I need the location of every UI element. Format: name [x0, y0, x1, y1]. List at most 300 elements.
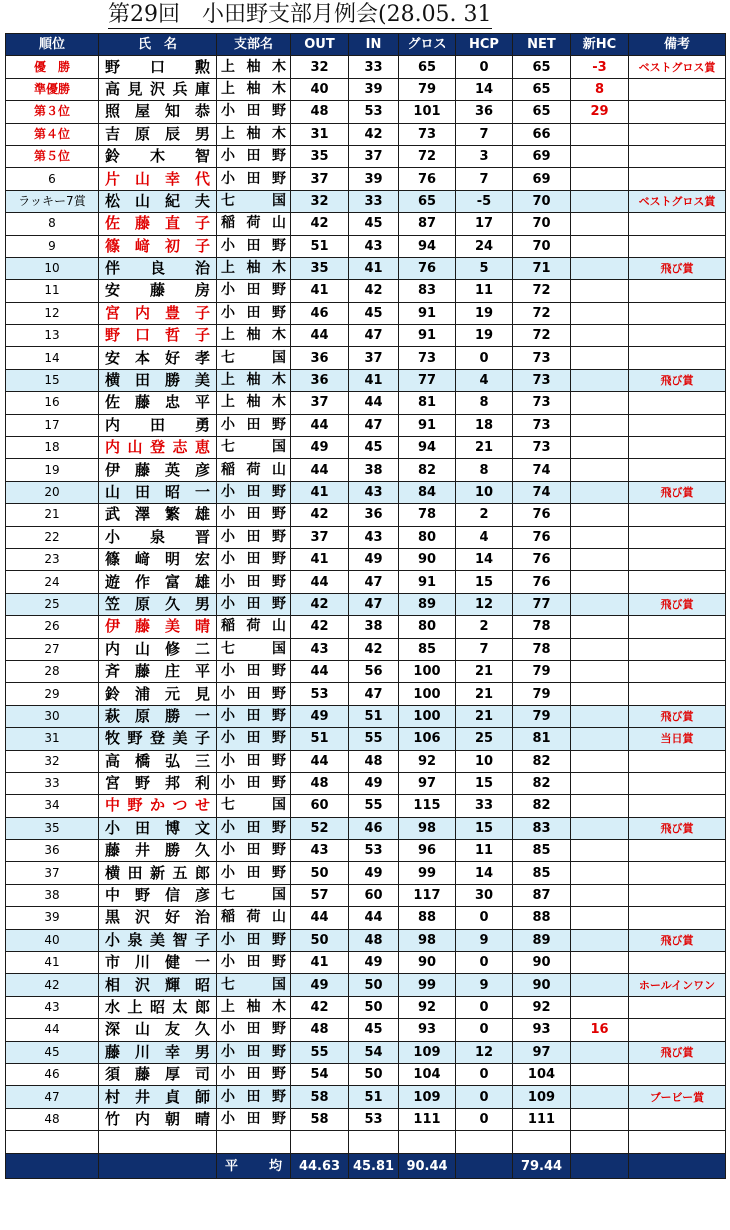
rank-cell: 48	[6, 1108, 99, 1130]
player-name: 村井貞師	[99, 1086, 217, 1108]
gross-score: 91	[399, 325, 456, 347]
handicap: 5	[456, 257, 513, 279]
award-note	[629, 996, 726, 1018]
new-handicap	[571, 1086, 629, 1108]
in-score: 53	[349, 840, 399, 862]
rank-cell: 22	[6, 526, 99, 548]
net-score: 88	[513, 907, 571, 929]
average-blank	[571, 1154, 629, 1179]
new-handicap	[571, 123, 629, 145]
gross-score: 92	[399, 996, 456, 1018]
out-score: 36	[291, 347, 349, 369]
out-score: 48	[291, 772, 349, 794]
new-handicap	[571, 1108, 629, 1130]
net-score: 72	[513, 325, 571, 347]
rank-cell: 46	[6, 1063, 99, 1085]
table-row	[6, 280, 726, 302]
handicap: 15	[456, 571, 513, 593]
net-score: 85	[513, 840, 571, 862]
gross-score: 100	[399, 683, 456, 705]
in-score: 56	[349, 660, 399, 682]
rank-cell: 10	[6, 257, 99, 279]
handicap: 8	[456, 392, 513, 414]
new-handicap	[571, 168, 629, 190]
in-score: 41	[349, 257, 399, 279]
out-score: 52	[291, 817, 349, 839]
average-blank	[629, 1154, 726, 1179]
net-score: 78	[513, 638, 571, 660]
handicap: 0	[456, 1019, 513, 1041]
in-score: 50	[349, 1063, 399, 1085]
new-handicap	[571, 907, 629, 929]
rank-cell: 40	[6, 929, 99, 951]
table-row	[6, 907, 726, 929]
table-row	[6, 1063, 726, 1085]
new-handicap	[571, 817, 629, 839]
out-score: 41	[291, 952, 349, 974]
out-score: 46	[291, 302, 349, 324]
rank-cell: 17	[6, 414, 99, 436]
table-row	[6, 840, 726, 862]
branch-name: 七国	[217, 884, 291, 906]
table-row	[6, 481, 726, 503]
new-handicap	[571, 459, 629, 481]
award-note: ホールインワン	[629, 974, 726, 996]
gross-score: 72	[399, 145, 456, 167]
in-score: 47	[349, 325, 399, 347]
in-score: 54	[349, 1041, 399, 1063]
rank-cell: 37	[6, 862, 99, 884]
table-row	[6, 459, 726, 481]
player-name: 野口勲	[99, 56, 217, 78]
gross-score: 78	[399, 504, 456, 526]
net-score: 90	[513, 974, 571, 996]
in-score: 39	[349, 78, 399, 100]
branch-name: 稲荷山	[217, 616, 291, 638]
handicap: 8	[456, 459, 513, 481]
award-note	[629, 280, 726, 302]
rank-cell: 12	[6, 302, 99, 324]
player-name: 藤井勝久	[99, 840, 217, 862]
player-name: 小泉晋	[99, 526, 217, 548]
empty-cell	[217, 1131, 291, 1154]
branch-name: 小田野	[217, 683, 291, 705]
award-note	[629, 884, 726, 906]
award-note	[629, 907, 726, 929]
award-note: ベストグロス賞	[629, 190, 726, 212]
in-score: 39	[349, 168, 399, 190]
player-name: 竹内朝晴	[99, 1108, 217, 1130]
net-score: 69	[513, 145, 571, 167]
in-score: 37	[349, 145, 399, 167]
in-score: 38	[349, 459, 399, 481]
gross-score: 90	[399, 548, 456, 570]
average-hcp	[456, 1154, 513, 1179]
out-score: 37	[291, 168, 349, 190]
player-name: 中野かつせ	[99, 795, 217, 817]
player-name: 深山友久	[99, 1019, 217, 1041]
net-score: 73	[513, 437, 571, 459]
net-score: 76	[513, 571, 571, 593]
branch-name: 小田野	[217, 526, 291, 548]
net-score: 82	[513, 772, 571, 794]
gross-score: 77	[399, 369, 456, 391]
table-row	[6, 168, 726, 190]
new-handicap	[571, 1041, 629, 1063]
net-score: 74	[513, 459, 571, 481]
branch-name: 稲荷山	[217, 213, 291, 235]
player-name: 内田勇	[99, 414, 217, 436]
rank-cell: 20	[6, 481, 99, 503]
branch-name: 上柚木	[217, 56, 291, 78]
branch-name: 小田野	[217, 1063, 291, 1085]
new-handicap	[571, 683, 629, 705]
table-row	[6, 817, 726, 839]
gross-score: 98	[399, 929, 456, 951]
player-name: 安本好孝	[99, 347, 217, 369]
player-name: 片山幸代	[99, 168, 217, 190]
net-score: 72	[513, 280, 571, 302]
net-score: 73	[513, 369, 571, 391]
award-note	[629, 526, 726, 548]
handicap: 3	[456, 145, 513, 167]
empty-cell	[629, 1131, 726, 1154]
header-hcp: HCP	[456, 34, 513, 56]
award-note	[629, 683, 726, 705]
gross-score: 84	[399, 481, 456, 503]
handicap: 0	[456, 952, 513, 974]
handicap: 4	[456, 526, 513, 548]
player-name: 宮野邦利	[99, 772, 217, 794]
gross-score: 106	[399, 728, 456, 750]
branch-name: 小田野	[217, 1086, 291, 1108]
out-score: 42	[291, 504, 349, 526]
gross-score: 76	[399, 168, 456, 190]
table-row	[6, 257, 726, 279]
branch-name: 上柚木	[217, 369, 291, 391]
gross-score: 115	[399, 795, 456, 817]
gross-score: 100	[399, 660, 456, 682]
branch-name: 小田野	[217, 772, 291, 794]
branch-name: 小田野	[217, 101, 291, 123]
player-name: 松山紀夫	[99, 190, 217, 212]
handicap: 7	[456, 168, 513, 190]
branch-name: 七国	[217, 190, 291, 212]
branch-name: 上柚木	[217, 325, 291, 347]
header-row	[6, 34, 726, 56]
header-rank: 順位	[6, 34, 99, 56]
gross-score: 91	[399, 302, 456, 324]
net-score: 78	[513, 616, 571, 638]
out-score: 50	[291, 862, 349, 884]
in-score: 43	[349, 481, 399, 503]
net-score: 65	[513, 101, 571, 123]
average-blank	[6, 1154, 99, 1179]
player-name: 高見沢兵庫	[99, 78, 217, 100]
in-score: 55	[349, 728, 399, 750]
new-handicap	[571, 145, 629, 167]
out-score: 48	[291, 1019, 349, 1041]
rank-cell: 43	[6, 996, 99, 1018]
table-row	[6, 190, 726, 212]
net-score: 73	[513, 347, 571, 369]
net-score: 72	[513, 302, 571, 324]
out-score: 41	[291, 280, 349, 302]
net-score: 70	[513, 235, 571, 257]
rank-cell: 11	[6, 280, 99, 302]
rank-cell: 42	[6, 974, 99, 996]
average-in: 45.81	[349, 1154, 399, 1179]
rank-cell: 第５位	[6, 145, 99, 167]
in-score: 53	[349, 1108, 399, 1130]
player-name: 藤川幸男	[99, 1041, 217, 1063]
branch-name: 小田野	[217, 571, 291, 593]
out-score: 55	[291, 1041, 349, 1063]
award-note	[629, 660, 726, 682]
net-score: 79	[513, 660, 571, 682]
gross-score: 65	[399, 56, 456, 78]
new-handicap	[571, 593, 629, 615]
player-name: 水上昭太郎	[99, 996, 217, 1018]
branch-name: 七国	[217, 974, 291, 996]
rank-cell: 27	[6, 638, 99, 660]
in-score: 49	[349, 548, 399, 570]
table-row	[6, 123, 726, 145]
average-net: 79.44	[513, 1154, 571, 1179]
gross-score: 73	[399, 123, 456, 145]
new-handicap	[571, 750, 629, 772]
net-score: 71	[513, 257, 571, 279]
average-label: 平 均	[217, 1154, 291, 1179]
table-row	[6, 213, 726, 235]
new-handicap	[571, 929, 629, 951]
new-handicap	[571, 302, 629, 324]
handicap: 14	[456, 78, 513, 100]
player-name: 篠﨑明宏	[99, 548, 217, 570]
player-name: 伴良治	[99, 257, 217, 279]
branch-name: 小田野	[217, 750, 291, 772]
out-score: 49	[291, 437, 349, 459]
in-score: 41	[349, 369, 399, 391]
gross-score: 109	[399, 1086, 456, 1108]
net-score: 65	[513, 56, 571, 78]
in-score: 50	[349, 974, 399, 996]
handicap: 4	[456, 369, 513, 391]
branch-name: 小田野	[217, 1019, 291, 1041]
award-note	[629, 302, 726, 324]
average-out: 44.63	[291, 1154, 349, 1179]
award-note	[629, 213, 726, 235]
branch-name: 小田野	[217, 481, 291, 503]
branch-name: 小田野	[217, 660, 291, 682]
average-row	[6, 1154, 726, 1179]
gross-score: 111	[399, 1108, 456, 1130]
gross-score: 83	[399, 280, 456, 302]
player-name: 小田博文	[99, 817, 217, 839]
table-row	[6, 302, 726, 324]
branch-name: 小田野	[217, 952, 291, 974]
out-score: 50	[291, 929, 349, 951]
in-score: 47	[349, 414, 399, 436]
net-score: 104	[513, 1063, 571, 1085]
rank-cell: 優 勝	[6, 56, 99, 78]
handicap: 0	[456, 56, 513, 78]
rank-cell: 14	[6, 347, 99, 369]
handicap: 33	[456, 795, 513, 817]
branch-name: 小田野	[217, 414, 291, 436]
out-score: 48	[291, 101, 349, 123]
out-score: 37	[291, 392, 349, 414]
out-score: 42	[291, 996, 349, 1018]
rank-cell: 15	[6, 369, 99, 391]
award-note	[629, 772, 726, 794]
table-row	[6, 705, 726, 727]
rank-cell: 8	[6, 213, 99, 235]
rank-cell: ラッキー7賞	[6, 190, 99, 212]
handicap: 9	[456, 974, 513, 996]
in-score: 51	[349, 705, 399, 727]
table-row	[6, 504, 726, 526]
net-score: 76	[513, 504, 571, 526]
handicap: 0	[456, 996, 513, 1018]
net-score: 111	[513, 1108, 571, 1130]
new-handicap: 29	[571, 101, 629, 123]
out-score: 40	[291, 78, 349, 100]
handicap: -5	[456, 190, 513, 212]
new-handicap	[571, 862, 629, 884]
new-handicap	[571, 481, 629, 503]
empty-cell	[99, 1131, 217, 1154]
net-score: 70	[513, 213, 571, 235]
branch-name: 小田野	[217, 593, 291, 615]
player-name: 横田勝美	[99, 369, 217, 391]
gross-score: 89	[399, 593, 456, 615]
new-handicap	[571, 257, 629, 279]
award-note	[629, 414, 726, 436]
handicap: 21	[456, 437, 513, 459]
branch-name: 小田野	[217, 168, 291, 190]
out-score: 49	[291, 974, 349, 996]
out-score: 57	[291, 884, 349, 906]
header-out: OUT	[291, 34, 349, 56]
award-note: 飛び賞	[629, 481, 726, 503]
branch-name: 七国	[217, 437, 291, 459]
gross-score: 82	[399, 459, 456, 481]
player-name: 野口哲子	[99, 325, 217, 347]
handicap: 14	[456, 862, 513, 884]
rank-cell: 29	[6, 683, 99, 705]
rank-cell: 19	[6, 459, 99, 481]
award-note	[629, 1063, 726, 1085]
table-row	[6, 1041, 726, 1063]
rank-cell: 26	[6, 616, 99, 638]
rank-cell: 36	[6, 840, 99, 862]
net-score: 73	[513, 414, 571, 436]
new-handicap	[571, 772, 629, 794]
award-note	[629, 78, 726, 100]
net-score: 74	[513, 481, 571, 503]
new-handicap	[571, 213, 629, 235]
table-row	[6, 952, 726, 974]
rank-cell: 45	[6, 1041, 99, 1063]
player-name: 照屋知恭	[99, 101, 217, 123]
out-score: 44	[291, 907, 349, 929]
gross-score: 97	[399, 772, 456, 794]
award-note	[629, 862, 726, 884]
handicap: 15	[456, 772, 513, 794]
player-name: 牧野登美子	[99, 728, 217, 750]
out-score: 37	[291, 526, 349, 548]
table-row	[6, 325, 726, 347]
net-score: 90	[513, 952, 571, 974]
gross-score: 101	[399, 101, 456, 123]
table-row	[6, 392, 726, 414]
table-row	[6, 884, 726, 906]
table-row	[6, 795, 726, 817]
award-note	[629, 1019, 726, 1041]
out-score: 51	[291, 728, 349, 750]
document-title-area	[0, 0, 730, 32]
rank-cell: 25	[6, 593, 99, 615]
new-handicap: 8	[571, 78, 629, 100]
award-note	[629, 504, 726, 526]
out-score: 41	[291, 481, 349, 503]
player-name: 中野信彦	[99, 884, 217, 906]
award-note	[629, 347, 726, 369]
in-score: 49	[349, 772, 399, 794]
new-handicap: 16	[571, 1019, 629, 1041]
gross-score: 79	[399, 78, 456, 100]
award-note: 飛び賞	[629, 369, 726, 391]
new-handicap	[571, 795, 629, 817]
player-name: 斉藤庄平	[99, 660, 217, 682]
new-handicap	[571, 638, 629, 660]
in-score: 44	[349, 907, 399, 929]
header-branch: 支部名	[217, 34, 291, 56]
rank-cell: 31	[6, 728, 99, 750]
branch-name: 稲荷山	[217, 907, 291, 929]
table-row	[6, 1086, 726, 1108]
new-handicap	[571, 437, 629, 459]
handicap: 7	[456, 638, 513, 660]
out-score: 58	[291, 1086, 349, 1108]
table-row	[6, 78, 726, 100]
in-score: 42	[349, 638, 399, 660]
out-score: 49	[291, 705, 349, 727]
gross-score: 96	[399, 840, 456, 862]
net-score: 97	[513, 1041, 571, 1063]
gross-score: 73	[399, 347, 456, 369]
award-note: 飛び賞	[629, 705, 726, 727]
out-score: 43	[291, 840, 349, 862]
table-row	[6, 616, 726, 638]
table-row	[6, 638, 726, 660]
award-note: 飛び賞	[629, 1041, 726, 1063]
award-note	[629, 235, 726, 257]
header-in: IN	[349, 34, 399, 56]
empty-cell	[6, 1131, 99, 1154]
out-score: 41	[291, 548, 349, 570]
branch-name: 小田野	[217, 145, 291, 167]
award-note	[629, 1108, 726, 1130]
new-handicap	[571, 660, 629, 682]
gross-score: 98	[399, 817, 456, 839]
gross-score: 88	[399, 907, 456, 929]
net-score: 73	[513, 392, 571, 414]
new-handicap	[571, 952, 629, 974]
in-score: 47	[349, 571, 399, 593]
new-handicap	[571, 616, 629, 638]
